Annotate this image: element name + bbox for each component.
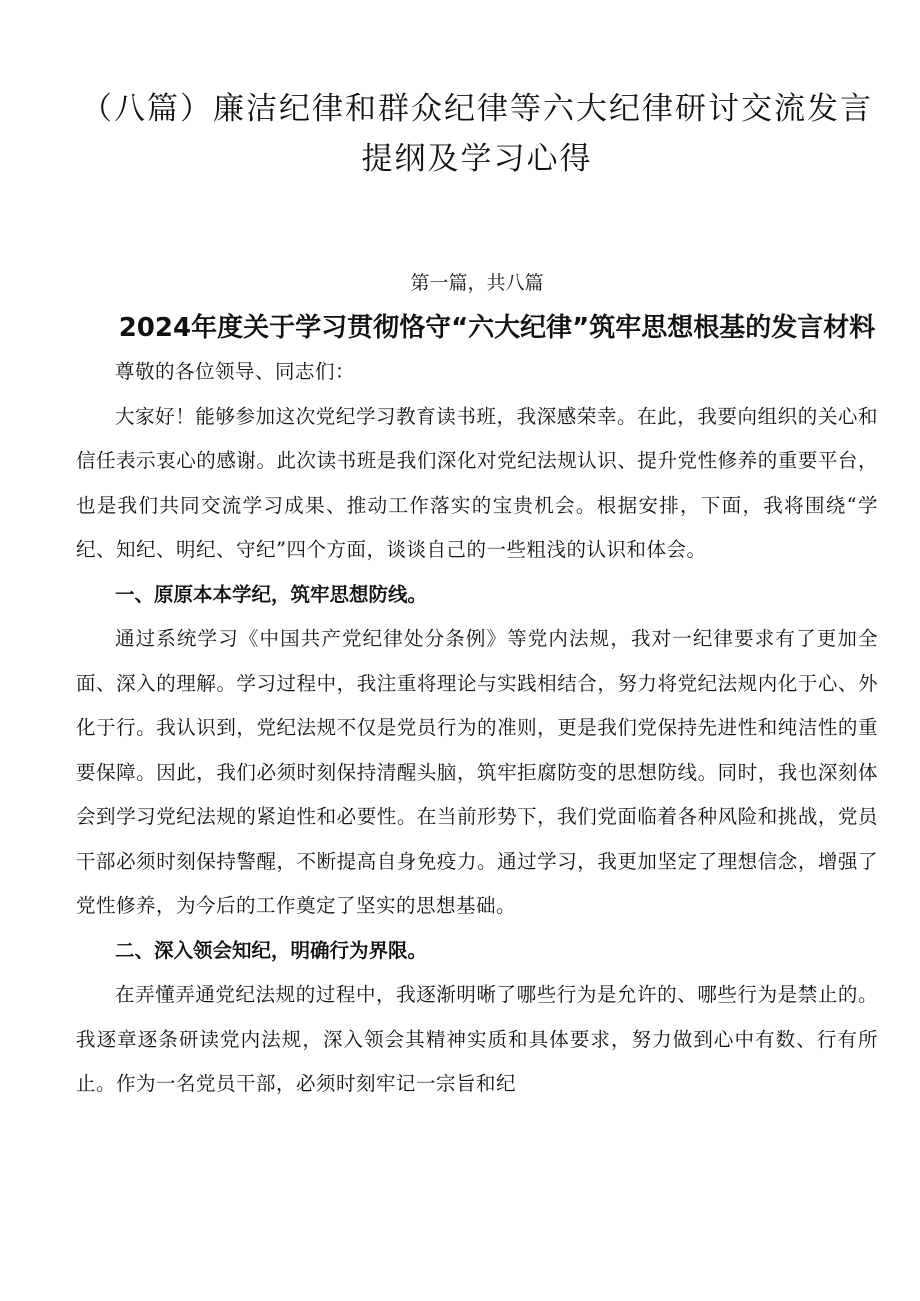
paragraph-intro: 大家好！能够参加这次党纪学习教育读书班，我深感荣幸。在此，我要向组织的关心和信任表示衷心的感谢。此次读书班是我们深化对党纪法规认识、提升党性修养的重要平台，也是我们共同交流学习成果、推动工作落实的宝贵机会。根据安排，下面，我将围绕“学纪、知纪、明纪、守纪”四个方面，谈谈自己的一些粗浅的认识和体会。	[76, 404, 878, 561]
section-heading-2: 二、深入领会知纪，明确行为界限。	[115, 938, 428, 962]
document-title: （八篇）廉洁纪律和群众纪律等六大纪律研讨交流发言提纲及学习心得	[81, 91, 873, 177]
paragraph-section-1: 通过系统学习《中国共产党纪律处分条例》等党内法规，我对一纪律要求有了更加全面、深入的理解。学习过程中，我注重将理论与实践相结合，努力将党纪法规内化于心、外化于行。我认识到，党纪法规不仅是党员行为的准则，更是我们党保持先进性和纯洁性的重要保障。因此，我们必须时刻保持清醒头脑，筑牢拒腐防变的思想防线。同时，我也深刻体会到学习党纪法规的紧迫性和必要性。在当前形势下，我们党面临着各种风险和挑战，党员干部必须时刻保持警醒，不断提高自身免疫力。通过学习，我更加坚定了理想信念，增强了党性修养，为今后的工作奠定了坚实的思想基础。	[76, 627, 878, 917]
article-title: 2024年度关于学习贯彻恪守“六大纪律”筑牢思想根基的发言材料	[118, 313, 876, 343]
paragraph-section-2: 在弄懂弄通党纪法规的过程中，我逐渐明晰了哪些行为是允许的、哪些行为是禁止的。我逐章逐条研读党内法规，深入领会其精神实质和具体要求，努力做到心中有数、行有所止。作为一名党员干部，必须时刻牢记一宗旨和纪	[76, 983, 878, 1095]
salutation: 尊敬的各位领导、同志们：	[115, 360, 356, 383]
section-label: 第一篇，共八篇	[410, 272, 544, 294]
section-heading-1: 一、原原本本学纪，筑牢思想防线。	[115, 582, 428, 606]
